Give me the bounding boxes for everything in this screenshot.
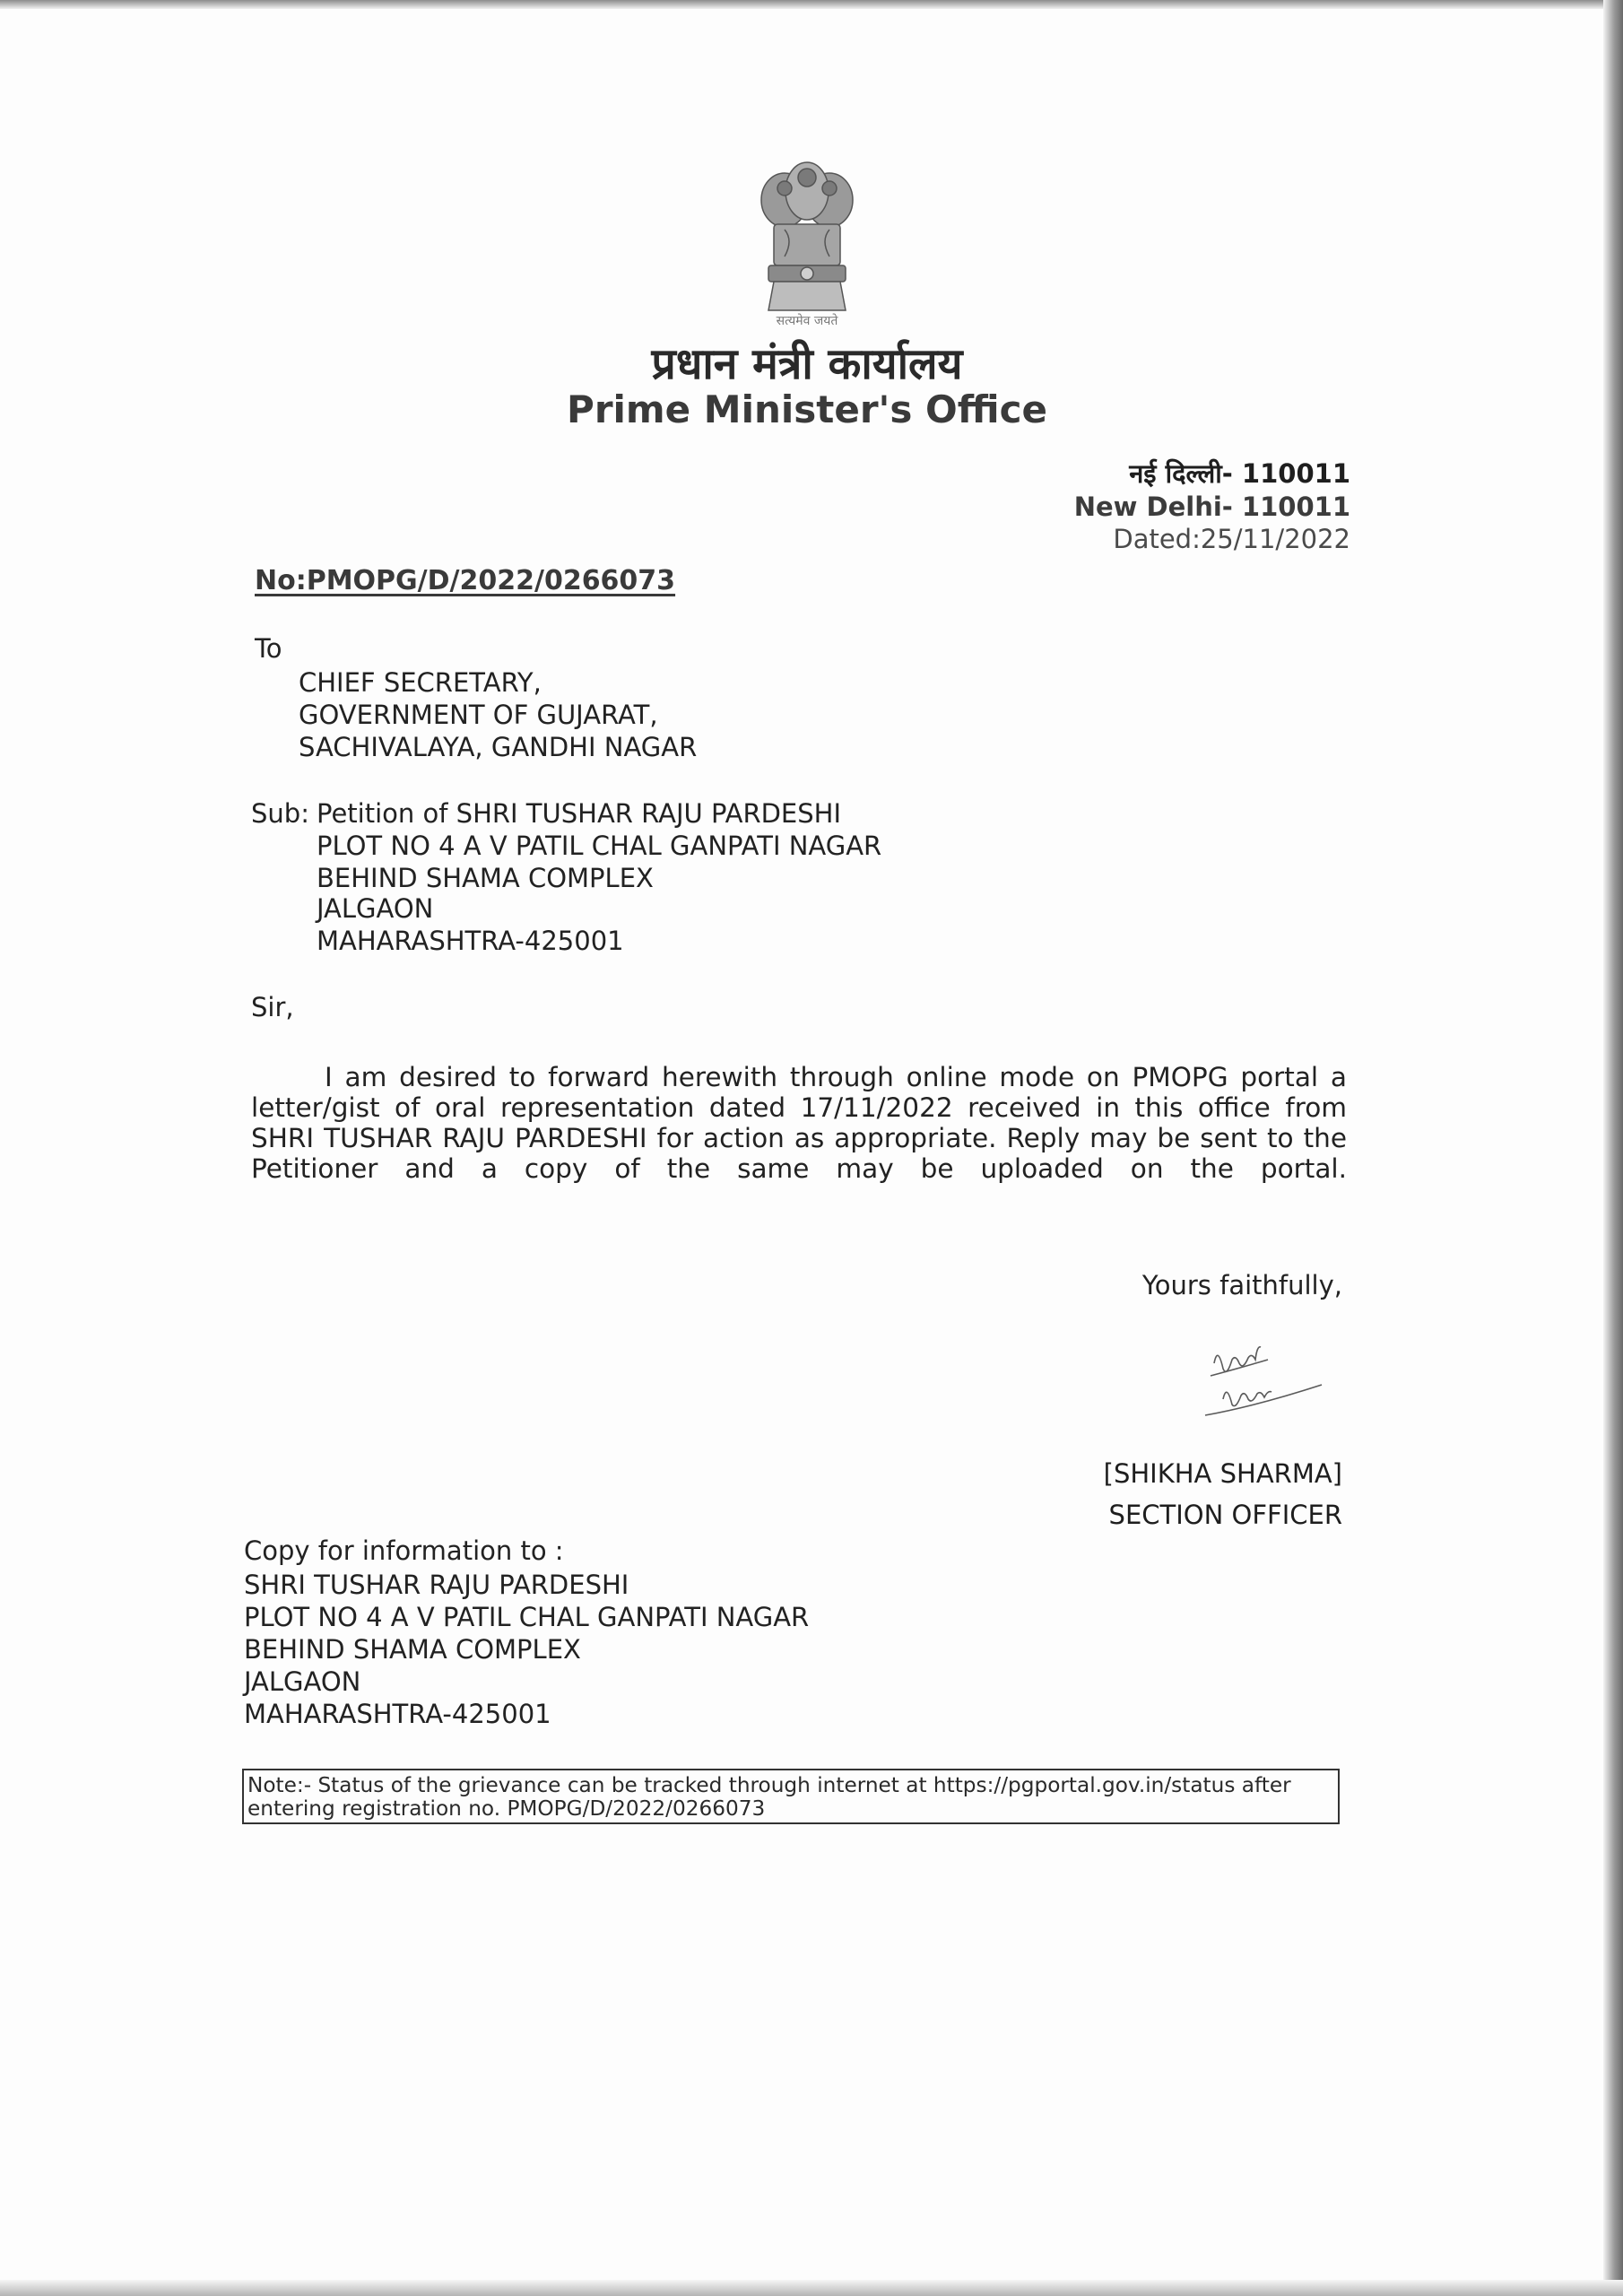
subject-line: JALGAON	[317, 893, 434, 924]
grievance-note-box	[242, 1769, 1340, 1824]
national-emblem-icon	[749, 151, 865, 330]
subject-line: BEHIND SHAMA COMPLEX	[317, 863, 654, 893]
signatory-name: [SHIKHA SHARMA]	[1103, 1458, 1342, 1489]
scan-edge-top	[0, 0, 1623, 9]
note-line: entering registration no. PMOPG/D/2022/0266073	[247, 1796, 766, 1821]
office-title-hindi: प्रधान मंत्री कार्यालय	[651, 339, 963, 389]
subject-line: PLOT NO 4 A V PATIL CHAL GANPATI NAGAR	[317, 831, 882, 861]
copy-to-label: Copy for information to :	[244, 1535, 564, 1566]
reference-number: No:PMOPG/D/2022/0266073	[255, 565, 676, 596]
scan-edge-right	[1603, 0, 1623, 2296]
signatory-designation: SECTION OFFICER	[1108, 1500, 1342, 1530]
subject-line: MAHARASHTRA-425001	[317, 926, 624, 956]
copy-to-line: SHRI TUSHAR RAJU PARDESHI	[244, 1570, 629, 1600]
copy-to-line: JALGAON	[244, 1666, 361, 1697]
scan-edge-bottom	[0, 2280, 1623, 2296]
letter-body-text: I am desired to forward herewith through online mode on PMOPG portal a letter/gist of oral representation dated 17/11/2022 received in this office from SHRI TUSHAR RAJU PARDESHI for action as appropriate. Reply may be sent to the Petitioner and a copy of the same may be uploaded on the portal.	[251, 1062, 1347, 1184]
recipient-line: CHIEF SECRETARY,	[299, 667, 542, 698]
signature-icon	[1202, 1327, 1336, 1435]
note-line: Note:- Status of the grievance can be tracked through internet at https://pgportal.gov.in/status after	[247, 1773, 1291, 1797]
letter-date: Dated:25/11/2022	[1113, 524, 1350, 554]
emblem-motto: सत्यमेव जयते	[776, 314, 838, 328]
recipient-line: SACHIVALAYA, GANDHI NAGAR	[299, 732, 698, 762]
to-label: To	[255, 633, 282, 664]
office-title-english: Prime Minister's Office	[567, 387, 1047, 431]
salutation: Sir,	[251, 992, 294, 1022]
subject-line: Petition of SHRI TUSHAR RAJU PARDESHI	[317, 798, 842, 829]
copy-to-line: PLOT NO 4 A V PATIL CHAL GANPATI NAGAR	[244, 1602, 810, 1632]
subject-label: Sub:	[251, 798, 309, 829]
letter-body	[251, 1062, 1347, 1214]
recipient-line: GOVERNMENT OF GUJARAT,	[299, 700, 658, 730]
copy-to-line: MAHARASHTRA-425001	[244, 1699, 551, 1729]
copy-to-line: BEHIND SHAMA COMPLEX	[244, 1634, 581, 1665]
address-english: New Delhi- 110011	[1073, 491, 1350, 522]
address-hindi: नई दिल्ली- 110011	[1129, 458, 1350, 489]
closing: Yours faithfully,	[1141, 1270, 1342, 1300]
